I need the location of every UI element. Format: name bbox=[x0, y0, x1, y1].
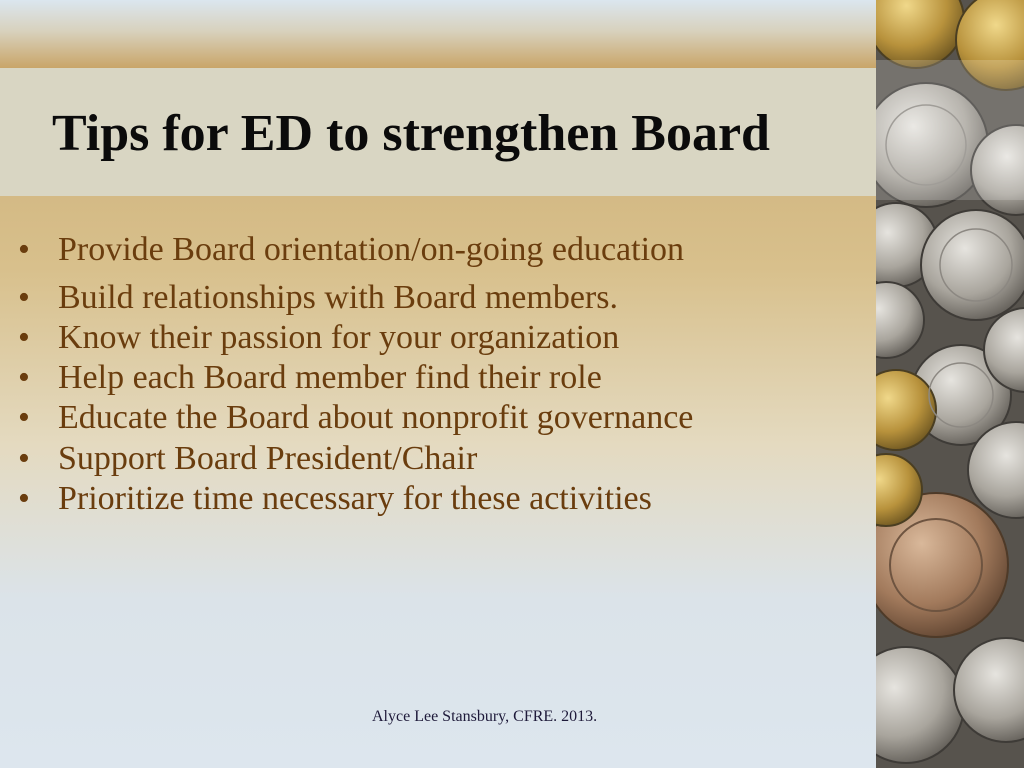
bullet-text: Know their passion for your organization bbox=[58, 319, 620, 357]
bullet-text: Provide Board orientation/on-going education bbox=[58, 231, 685, 268]
bullet-text: Support Board President/Chair bbox=[58, 439, 478, 477]
bullet-text: Educate the Board about nonprofit governance bbox=[58, 399, 694, 437]
bullet-dot: • bbox=[18, 399, 30, 437]
bullet-dot: • bbox=[18, 479, 30, 517]
bullet-list bbox=[18, 230, 868, 519]
bullet-text: Prioritize time necessary for these activities bbox=[58, 479, 652, 517]
bullet-text: Build relationships with Board members. bbox=[58, 279, 618, 317]
footer-credit: Alyce Lee Stansbury, CFRE. 2013. bbox=[372, 708, 598, 725]
bullet-text: Help each Board member find their role bbox=[58, 359, 602, 397]
bullet-dot: • bbox=[18, 319, 30, 357]
top-gradient-band bbox=[0, 0, 876, 68]
bullet-item bbox=[18, 479, 868, 519]
bullet-dot: • bbox=[18, 231, 30, 268]
bullet-dot: • bbox=[18, 279, 30, 317]
bullet-item bbox=[18, 439, 868, 479]
coins-illustration bbox=[876, 0, 1024, 768]
bullet-item bbox=[18, 278, 868, 318]
coins-photo bbox=[876, 0, 1024, 768]
slide-title: Tips for ED to strengthen Board bbox=[52, 105, 770, 162]
bullet-item bbox=[18, 230, 868, 270]
bullet-dot: • bbox=[18, 439, 30, 477]
bullet-item bbox=[18, 398, 868, 438]
bullet-item bbox=[18, 358, 868, 398]
bullet-item bbox=[18, 318, 868, 358]
bullet-dot: • bbox=[18, 359, 30, 397]
